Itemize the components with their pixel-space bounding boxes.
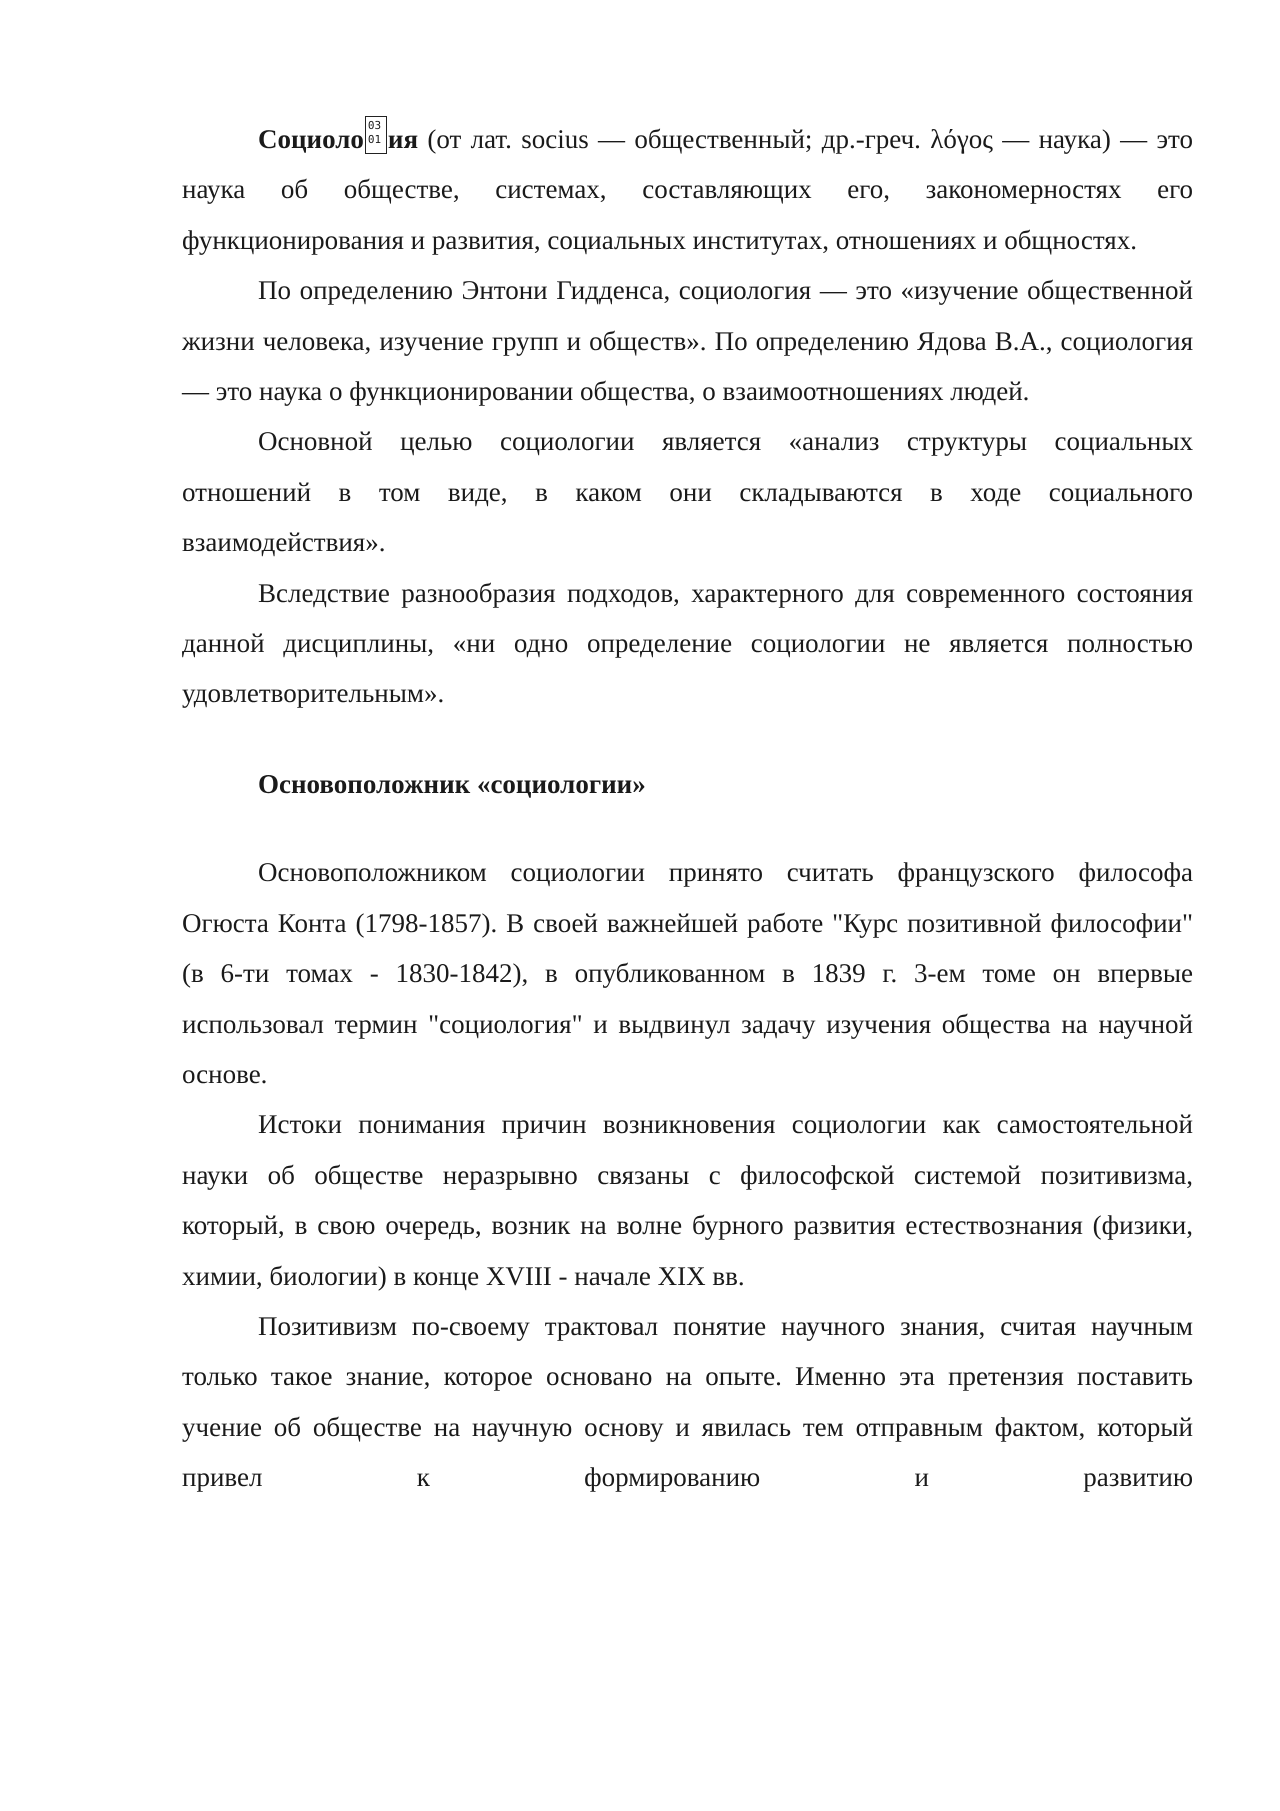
paragraph-text: (от лат. socius — общественный; др.-греч. λόγος — наука) — это наука об обществе, системах, составляющих его, закономерностях его функционирования и развития, социальных институтах, отношениях и общностях. <box>182 124 1193 255</box>
missing-glyph-icon: 03 01 <box>365 116 387 154</box>
paragraph-goal: Основной целью социологии является «анализ структуры социальных отношений в том виде, в каком они складываются в ходе социального взаимодействия». <box>182 426 1193 558</box>
term-sociology: Социоло 03 01 ия <box>258 124 418 154</box>
paragraph-diversity: Вследствие разнообразия подходов, характерного для современного состояния данной дисциплины, «ни одно определение социологии не является полностью удовлетворительным». <box>182 577 1193 709</box>
paragraph-positivism: Позитивизм по-своему трактовал понятие научного знания, считая научным только такое знание, которое основано на опыте. Именно эта претензия поставить учение об обществе на научную основу и явилась тем отправным фактом, который привел к формированию и развитию <box>182 1310 1193 1493</box>
paragraph-definition <box>182 114 1193 265</box>
paragraph-origins: Истоки понимания причин возникновения социологии как самостоятельной науки об обществе неразрывно связаны с философской системой позитивизма, который, в свою очередь, возник на волне бурного развития естествознания (физики, химии, биологии) в конце XVIII - начале XIX вв. <box>182 1109 1193 1291</box>
paragraph-giddens: По определению Энтони Гидденса, социология — это «изучение общественной жизни человека, изучение групп и обществ». По определению Ядова В.А., социология — это наука о функционировании общества, о взаимоотношениях людей. <box>182 275 1193 407</box>
document-body <box>182 114 1193 1503</box>
paragraph-comte: Основоположником социологии принято считать французского философа Огюста Конта (1798-1857). В своей важнейшей работе "Курс позитивной философии" (в 6-ти томах - 1830-1842), в опубликованном в 1839 г. 3-ем томе он впервые использовал термин "социология" и выдвинул задачу изучения общества на научной основе. <box>182 857 1193 1089</box>
section-heading: Основоположник «социологии» <box>258 768 646 799</box>
